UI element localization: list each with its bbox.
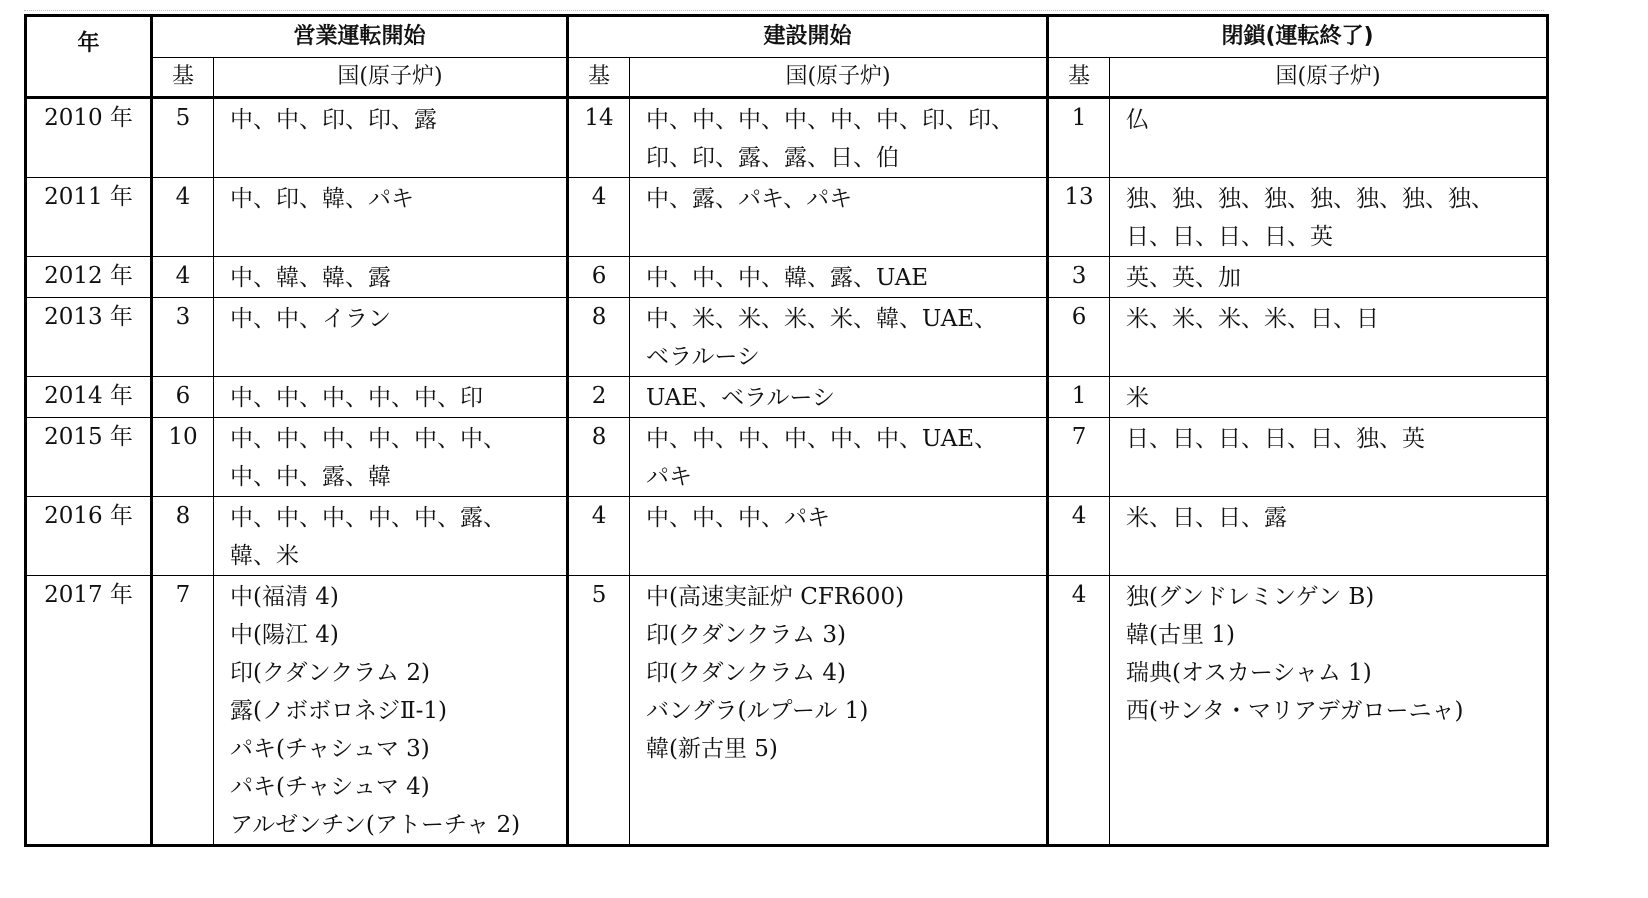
country-line: 中、中、中、韓、露、UAE [646,265,929,291]
cl-countries-cell [1110,98,1548,178]
cl-count-cell: 1 [1048,98,1110,178]
cl-count-cell: 7 [1048,418,1110,497]
table-row [26,98,1548,178]
cl-countries-cell [1110,418,1548,497]
op-count-cell: 7 [152,576,214,846]
country-line: 中、中、中、中、中、中、印、印、 [646,107,1015,133]
country-line: 仏 [1126,107,1150,133]
cl-count-cell: 4 [1048,497,1110,576]
cl-count-cell: 3 [1048,257,1110,298]
country-line: 韓(古里 1) [1126,622,1235,648]
country-line: 中(陽江 4) [230,622,339,648]
country-line: 露(ノボボロネジⅡ-1) [230,698,447,724]
top-dotted-rule [24,0,1544,11]
country-line: 中、中、中、中、中、印 [230,385,483,411]
cs-countries-cell [630,497,1048,576]
op-count-cell: 3 [152,298,214,377]
country-line: 独(グンドレミンゲン B) [1126,584,1375,610]
country-line: 印、印、露、露、日、伯 [646,145,900,171]
country-line: 日、日、日、日、英 [1126,224,1334,250]
op-count-cell: 10 [152,418,214,497]
country-line: バングラ(ルプール 1) [646,698,869,724]
country-line: 中、印、韓、パキ [230,186,414,212]
country-line: パキ [646,464,693,490]
op-countries-cell [214,178,568,257]
cs-countries-cell [630,98,1048,178]
cl-country-header: 国(原子炉) [1110,58,1548,98]
nuclear-reactor-table [24,14,1549,847]
op-country-header: 国(原子炉) [214,58,568,98]
country-line: 印(クダンクラム 3) [646,622,846,648]
commercial-operation-header: 営業運転開始 [152,16,568,58]
country-line: 中(高速実証炉 CFR600) [646,584,905,610]
cl-countries-cell [1110,298,1548,377]
country-line: 中、中、印、印、露 [230,107,437,133]
cs-count-cell: 4 [568,497,630,576]
cl-count-cell: 13 [1048,178,1110,257]
cl-count-cell: 4 [1048,576,1110,846]
country-line: 英、英、加 [1126,265,1242,291]
construction-start-header: 建設開始 [568,16,1048,58]
cl-countries-cell [1110,257,1548,298]
cl-countries-cell [1110,377,1548,418]
table-row [26,497,1548,576]
cs-countries-cell [630,298,1048,377]
country-line: パキ(チャシュマ 4) [230,774,430,800]
cl-count-cell: 1 [1048,377,1110,418]
cs-count-header: 基 [568,58,630,98]
table-row [26,576,1548,846]
country-line: 中、中、中、パキ [646,505,831,531]
op-count-cell: 5 [152,98,214,178]
country-line: UAE、ベラルーシ [646,385,835,411]
country-line: 中、中、中、中、中、中、UAE、 [646,426,998,452]
country-line: 米 [1126,385,1150,411]
cs-countries-cell [630,257,1048,298]
country-line: 中、露、パキ、パキ [646,186,853,212]
cs-countries-cell [630,178,1048,257]
table-row [26,377,1548,418]
country-line: 韓、米 [230,543,299,569]
year-cell: 2010 年 [26,98,152,178]
op-countries-cell [214,377,568,418]
country-line: 中、韓、韓、露 [230,265,391,291]
year-cell: 2016 年 [26,497,152,576]
op-countries-cell [214,418,568,497]
cl-countries-cell [1110,178,1548,257]
cs-count-cell: 14 [568,98,630,178]
op-countries-cell [214,298,568,377]
country-line: 中、中、中、中、中、露、 [230,505,506,531]
cl-countries-cell [1110,497,1548,576]
country-line: 中、中、イラン [230,306,391,332]
cs-count-cell: 8 [568,418,630,497]
country-line: 日、日、日、日、日、独、英 [1126,426,1426,452]
year-cell: 2012 年 [26,257,152,298]
op-count-cell: 4 [152,178,214,257]
country-line: 中、中、中、中、中、中、 [230,426,506,452]
year-cell: 2011 年 [26,178,152,257]
op-countries-cell [214,576,568,846]
table-row [26,418,1548,497]
cs-countries-cell [630,576,1048,846]
year-cell: 2017 年 [26,576,152,846]
country-line: ベラルーシ [646,344,760,370]
country-line: 中、米、米、米、米、韓、UAE、 [646,306,998,332]
header-row-sub [26,58,1548,98]
op-countries-cell [214,98,568,178]
country-line: アルゼンチン(アトーチャ 2) [230,812,521,838]
op-countries-cell [214,497,568,576]
cs-country-header: 国(原子炉) [630,58,1048,98]
cs-count-cell: 2 [568,377,630,418]
country-line: 印(クダンクラム 4) [646,660,846,686]
cs-count-cell: 5 [568,576,630,846]
cl-countries-cell [1110,576,1548,846]
header-row-groups [26,16,1548,58]
table-row [26,257,1548,298]
cs-countries-cell [630,377,1048,418]
op-count-header: 基 [152,58,214,98]
cs-countries-cell [630,418,1048,497]
cs-count-cell: 6 [568,257,630,298]
country-line: 中、中、露、韓 [230,464,391,490]
table-row [26,298,1548,377]
country-line: 中(福清 4) [230,584,339,610]
year-header: 年 [26,16,152,98]
country-line: 西(サンタ・マリアデガローニャ) [1126,698,1464,724]
cl-count-header: 基 [1048,58,1110,98]
country-line: 米、米、米、米、日、日 [1126,306,1380,332]
op-countries-cell [214,257,568,298]
year-cell: 2014 年 [26,377,152,418]
cl-count-cell: 6 [1048,298,1110,377]
cs-count-cell: 8 [568,298,630,377]
closure-header: 閉鎖(運転終了) [1048,16,1548,58]
op-count-cell: 4 [152,257,214,298]
country-line: 独、独、独、独、独、独、独、独、 [1126,186,1495,212]
cs-count-cell: 4 [568,178,630,257]
op-count-cell: 8 [152,497,214,576]
country-line: 韓(新古里 5) [646,736,778,762]
country-line: 印(クダンクラム 2) [230,660,430,686]
table-row [26,178,1548,257]
year-cell: 2013 年 [26,298,152,377]
country-line: 米、日、日、露 [1126,505,1288,531]
country-line: パキ(チャシュマ 3) [230,736,430,762]
op-count-cell: 6 [152,377,214,418]
year-cell: 2015 年 [26,418,152,497]
country-line: 瑞典(オスカーシャム 1) [1126,660,1372,686]
table-body [26,98,1548,846]
